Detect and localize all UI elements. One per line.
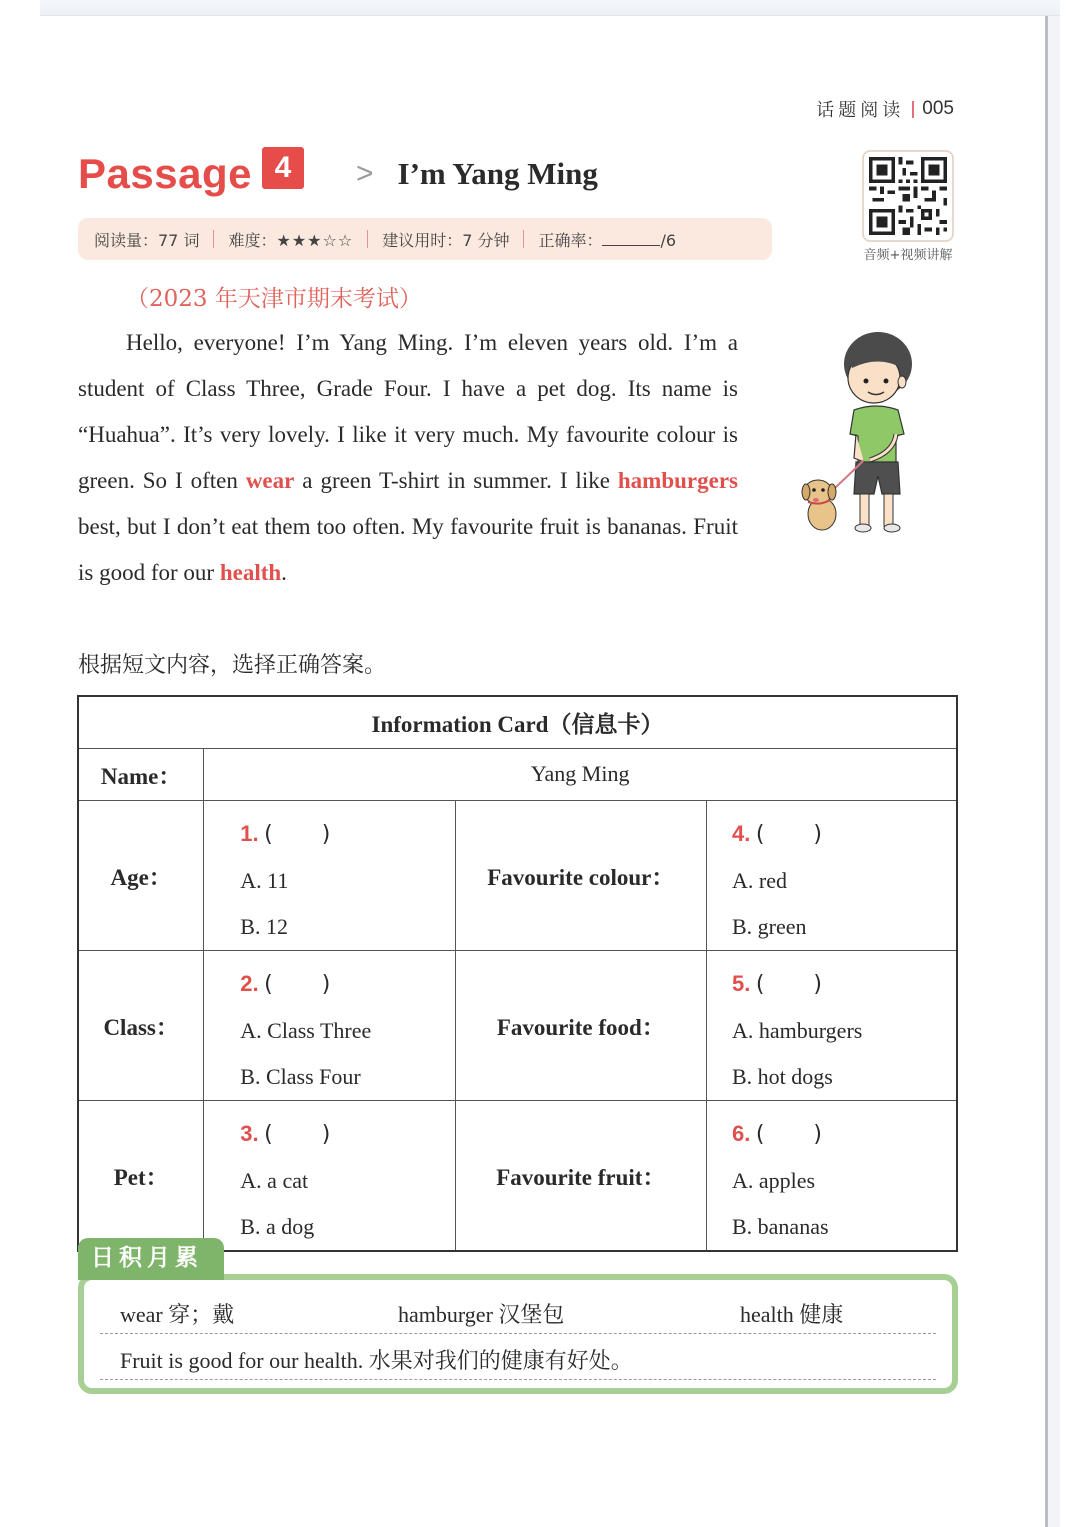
highlight-word: health [219,560,282,585]
question-number: 4. [731,820,751,846]
question-number: 2. [240,970,259,996]
accumulation-content [78,1274,958,1394]
text-segment: . [281,560,287,585]
key-sentence: Fruit is good for our health. 水果对我们的健康有好处。 [120,1348,633,1373]
reading-info-bar [78,218,772,260]
question-number: 5. [731,970,751,996]
text-segment: a green T-shirt in summer. I like [294,468,618,493]
passage-title: I’m Yang Ming [397,156,598,191]
question-number: 1. [240,820,259,846]
option-b[interactable]: B. 12 [240,913,288,939]
option-a[interactable]: A. hamburgers [731,1017,863,1043]
question-3 [204,1100,455,1251]
card-title: Information Card（信息卡） [78,696,957,748]
question-6 [706,1100,957,1251]
question-instruction: 根据短文内容，选择正确答案。 [78,653,387,678]
section-name: 话题阅读 [816,100,905,121]
vocab-row [100,1288,936,1334]
qr-caption: 音频+视频讲解 [863,248,953,263]
answer-blank[interactable]: ( ) [264,1121,331,1147]
row-label: Age： [78,800,204,950]
info-divider [367,230,368,248]
option-a[interactable]: A. apples [731,1167,816,1193]
star-rating-icon: ★★★☆☆ [276,230,354,250]
name-value: Yang Ming [204,748,957,800]
page-right-edge [1045,16,1048,1527]
option-b[interactable]: B. a dog [240,1213,315,1239]
vocab-item: hamburger 汉堡包 [398,1302,565,1327]
difficulty [228,228,353,251]
accuracy-label: 正确率： [538,230,603,250]
option-b[interactable]: B. green [731,913,807,939]
qr-code-icon[interactable] [862,150,954,242]
question-1 [204,800,455,950]
source-note: （2023 年天津市期末考试） [126,286,422,312]
scan-right-margin [1048,16,1060,1527]
accuracy-total: /6 [660,230,677,250]
suggested-time: 建议用时：7 分钟 [382,230,510,250]
accuracy-blank[interactable] [602,232,660,246]
accuracy [538,228,676,251]
text-segment: Hello, everyone! I’m Yang Ming. I’m eleven years old. I’m a student of Class Three, Grade Four. I have a pet dog. Its name is “Huahua”. It’s very lovely. I like it very much. My favourite colour is green. So I often [78,330,738,493]
header-divider [912,101,914,118]
table-row [78,800,957,950]
option-b[interactable]: B. bananas [731,1213,829,1239]
information-card-table [77,695,958,1252]
passage-body [78,320,738,596]
accumulation-tab-label: 日积月累 [78,1238,224,1280]
row-label: Favourite colour： [455,800,706,950]
option-b[interactable]: B. hot dogs [731,1063,833,1089]
info-divider [523,230,524,248]
row-label: Favourite fruit： [455,1100,706,1251]
answer-blank[interactable]: ( ) [755,821,822,847]
option-a[interactable]: A. a cat [240,1167,309,1193]
question-number: 6. [731,1120,751,1146]
info-divider [213,230,214,248]
scan-top-edge [40,0,1060,16]
passage-label: Passage [78,150,252,197]
question-2 [204,950,455,1100]
daily-accumulation-box [78,1238,958,1394]
running-header [816,96,954,122]
word-count: 阅读量：77 词 [94,230,200,250]
passage-paragraph [78,320,738,596]
question-5 [706,950,957,1100]
table-row [78,950,957,1100]
difficulty-label: 难度： [228,230,277,250]
name-label: Name： [78,748,204,800]
option-a[interactable]: A. red [731,867,787,893]
question-number: 3. [240,1120,259,1146]
table-row [78,1100,957,1251]
passage-heading [78,150,598,198]
answer-blank[interactable]: ( ) [755,971,822,997]
page-number: 005 [922,98,954,119]
highlight-word: wear [245,468,295,493]
chevron-right-icon: > [355,157,374,190]
vocab-item: health 健康 [740,1302,844,1327]
answer-blank[interactable]: ( ) [755,1121,822,1147]
passage-number-badge: 4 [262,147,304,189]
boy-walking-dog-illustration [798,326,923,536]
question-4 [706,800,957,950]
highlight-word: hamburgers [617,468,738,493]
option-a[interactable]: A. Class Three [240,1017,372,1043]
answer-blank[interactable]: ( ) [264,971,331,997]
answer-blank[interactable]: ( ) [264,821,331,847]
row-label: Pet： [78,1100,204,1251]
text-segment: best, but I don’t eat them too often. My favourite fruit is bananas. Fruit is good for our [78,514,738,585]
vocab-item: wear 穿；戴 [120,1302,235,1327]
row-label: Class： [78,950,204,1100]
option-b[interactable]: B. Class Four [240,1063,361,1089]
option-a[interactable]: A. 11 [240,867,289,893]
sentence-row [100,1334,936,1380]
row-label: Favourite food： [455,950,706,1100]
